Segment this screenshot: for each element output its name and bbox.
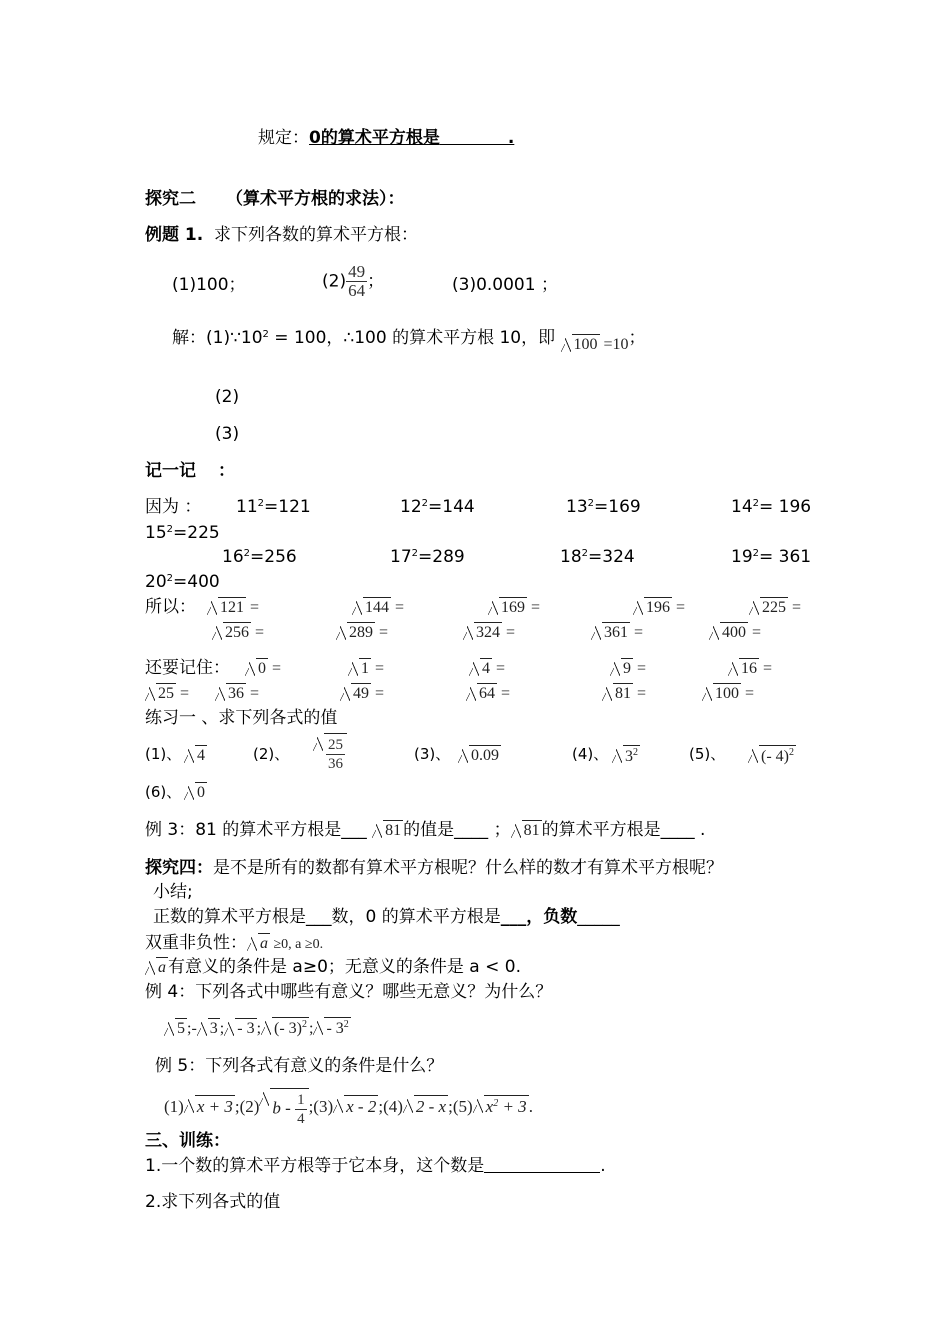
sqrt-expression: 196 = xyxy=(633,597,685,617)
square-fact: $15^2=225$ xyxy=(145,523,220,543)
sqrt-expression: 400 = xyxy=(709,622,761,642)
square-fact: $11^2=121$ xyxy=(236,497,311,517)
explore2-title: 探究二 xyxy=(145,189,196,209)
square-fact: $16^2=256$ xyxy=(222,547,297,567)
solution-3: (3) xyxy=(215,424,240,444)
item-2-label: (2) xyxy=(322,271,347,292)
training-q1-end: . xyxy=(600,1156,606,1176)
example3-part-b: 的值是____ ； xyxy=(403,820,511,840)
exercise1-expr-6: 0 xyxy=(184,782,207,802)
item-2 xyxy=(322,263,384,300)
sqrt-expression: 36 = xyxy=(215,683,259,703)
sqrt-expression: 169 = xyxy=(488,597,540,617)
double-nonneg-line: 双重非负性： a ≥0, a ≥0. xyxy=(145,933,324,953)
solution-mid: = 100，∴100 的算术平方根 10，即 xyxy=(268,328,556,348)
square-fact: $17^2=289$ xyxy=(390,547,465,567)
exercise1-label-6: (6)、 xyxy=(145,783,182,801)
sqrt-icon: 81 xyxy=(372,820,403,840)
exercise1-label-2: (2)、 xyxy=(253,745,290,763)
exercise1-label-5: (5)、 xyxy=(689,745,726,763)
training-q1-blank[interactable] xyxy=(484,1157,600,1173)
sqrt-expression: 225 = xyxy=(749,597,801,617)
sqrt-expression: 361 = xyxy=(591,622,643,642)
sqrt-icon: a xyxy=(145,957,168,977)
square-fact: $18^2=324$ xyxy=(560,547,635,567)
exercise1-expr-2: $\frac{25}{36}$ xyxy=(313,733,347,773)
square-fact: $12^2=144$ xyxy=(400,497,475,517)
explore2-subtitle: （算术平方根的求法）： xyxy=(226,189,405,209)
example5-text: 例 5：下列各式有意义的条件是什么？ xyxy=(155,1056,444,1076)
sqrt-expression: 9 = xyxy=(610,658,646,678)
sqrt-expression: 64 = xyxy=(466,683,510,703)
so-label: 所以： xyxy=(145,597,196,617)
exercise1-title: 练习一 、求下列各式的值 xyxy=(145,708,338,728)
example4-text: 例 4：下列各式中哪些有意义？哪些无意义？为什么？ xyxy=(145,982,553,1002)
exercise1-expr-1: 4 xyxy=(184,745,207,765)
item-3: (3)0.0001 ； xyxy=(452,275,558,295)
rule-line xyxy=(258,129,514,148)
remember-colon: ： xyxy=(218,461,235,481)
rule-blank[interactable] xyxy=(440,129,508,145)
sqrt-expression: 144 = xyxy=(352,597,404,617)
item-2-numerator: 49 xyxy=(348,262,366,281)
rule-prefix: 规定： xyxy=(258,128,309,148)
sqrt-expression: 81 = xyxy=(602,683,646,703)
exercise1-label-4: (4)、 xyxy=(572,745,609,763)
solution-2: (2) xyxy=(215,387,240,407)
explore4-text: 是不是所有的数都有算术平方根呢？什么样的数才有算术平方根呢？ xyxy=(213,858,723,878)
solution-prefix: 解：(1)∵10 xyxy=(172,328,263,348)
sqrt-expression: 16 = xyxy=(728,658,772,678)
square-fact: $14^2= 196$ xyxy=(731,497,812,517)
square-fact: $13^2=169$ xyxy=(566,497,641,517)
sqrt-icon: a xyxy=(247,933,270,953)
training-title: 三、训练： xyxy=(145,1131,230,1151)
item-2-end: ； xyxy=(367,271,385,292)
exercise1-expr-4: $3^2$ xyxy=(612,745,640,766)
summary-label: 小结; xyxy=(153,882,193,902)
sqrt-expression: 4 = xyxy=(469,658,505,678)
explore2-heading xyxy=(145,190,405,209)
double-nonneg-label: 双重非负性： xyxy=(145,933,247,953)
item-2-denominator: 64 xyxy=(348,281,366,300)
solution-radicand: 100 xyxy=(573,336,598,353)
example3-line xyxy=(145,820,705,840)
solution-sup: 2 xyxy=(262,329,269,340)
exercise1-label-3: (3)、 xyxy=(414,745,451,763)
also-label: 还要记住： xyxy=(145,658,230,678)
because-label: 因为 ： xyxy=(145,497,202,517)
exercise1-expr-5: (- 4)$^2$ xyxy=(748,745,796,766)
example4-expressions: 5 ;- 3 ; - 3 ; (- 3)$^2$ ; - $3^2$ xyxy=(164,1017,351,1038)
rule-text: 0的算术平方根是 xyxy=(309,128,440,148)
example5-expressions: (1) x + 3 ;(2) b - $\frac{1}{4}$ ;(3) x - 2 ;(4) 2 - x ;(5) $x^2 + 3$ . xyxy=(164,1088,533,1128)
explore4-line xyxy=(145,859,723,878)
sqrt-expression: 1 = xyxy=(348,658,384,678)
exercise1-label-1: (1)、 xyxy=(145,745,182,763)
training-q2: 2.求下列各式的值 xyxy=(145,1192,281,1212)
remember-title: 记一记 xyxy=(145,461,196,481)
sqrt-expression: 25 = xyxy=(145,683,189,703)
example1-label: 例题 1. xyxy=(145,225,204,245)
square-fact: $19^2= 361$ xyxy=(731,547,812,567)
example1-text: 求下列各数的算术平方根： xyxy=(214,225,419,245)
meaning-text: 有意义的条件是 a≥0；无意义的条件是 a < 0. xyxy=(168,957,521,977)
sqrt-icon: 81 xyxy=(511,820,542,840)
solution-eq: =10 xyxy=(599,336,629,353)
sqrt-expression: 121 = xyxy=(207,597,259,617)
item-1: (1)100； xyxy=(172,275,246,295)
item-2-fraction xyxy=(346,263,367,300)
solution-line xyxy=(172,328,646,353)
example1-line xyxy=(145,226,418,245)
sqrt-expression: 100 = xyxy=(702,683,754,703)
sqrt-icon xyxy=(561,334,600,354)
explore4-title: 探究四： xyxy=(145,858,213,878)
rule-end: . xyxy=(507,128,515,148)
meaning-line xyxy=(145,957,521,977)
example3-part-a: 例 3：81 的算术平方根是___ xyxy=(145,820,373,840)
sqrt-expression: 324 = xyxy=(463,622,515,642)
summary-line: 正数的算术平方根是___数，0 的算术平方根是___，负数_____ xyxy=(153,907,620,927)
sqrt-expression: 49 = xyxy=(340,683,384,703)
remember-heading xyxy=(145,462,235,481)
example3-part-c: 的算术平方根是____ . xyxy=(541,820,706,840)
sqrt-expression: 0 = xyxy=(245,658,281,678)
sqrt-expression: 256 = xyxy=(212,622,264,642)
solution-end: ； xyxy=(628,328,646,348)
sqrt-expression: 289 = xyxy=(336,622,388,642)
exercise1-expr-3: 0.09 xyxy=(458,745,501,765)
training-q1 xyxy=(145,1157,606,1176)
square-fact: $20^2=400$ xyxy=(145,572,220,592)
training-q1-text: 1.一个数的算术平方根等于它本身，这个数是 xyxy=(145,1156,485,1176)
